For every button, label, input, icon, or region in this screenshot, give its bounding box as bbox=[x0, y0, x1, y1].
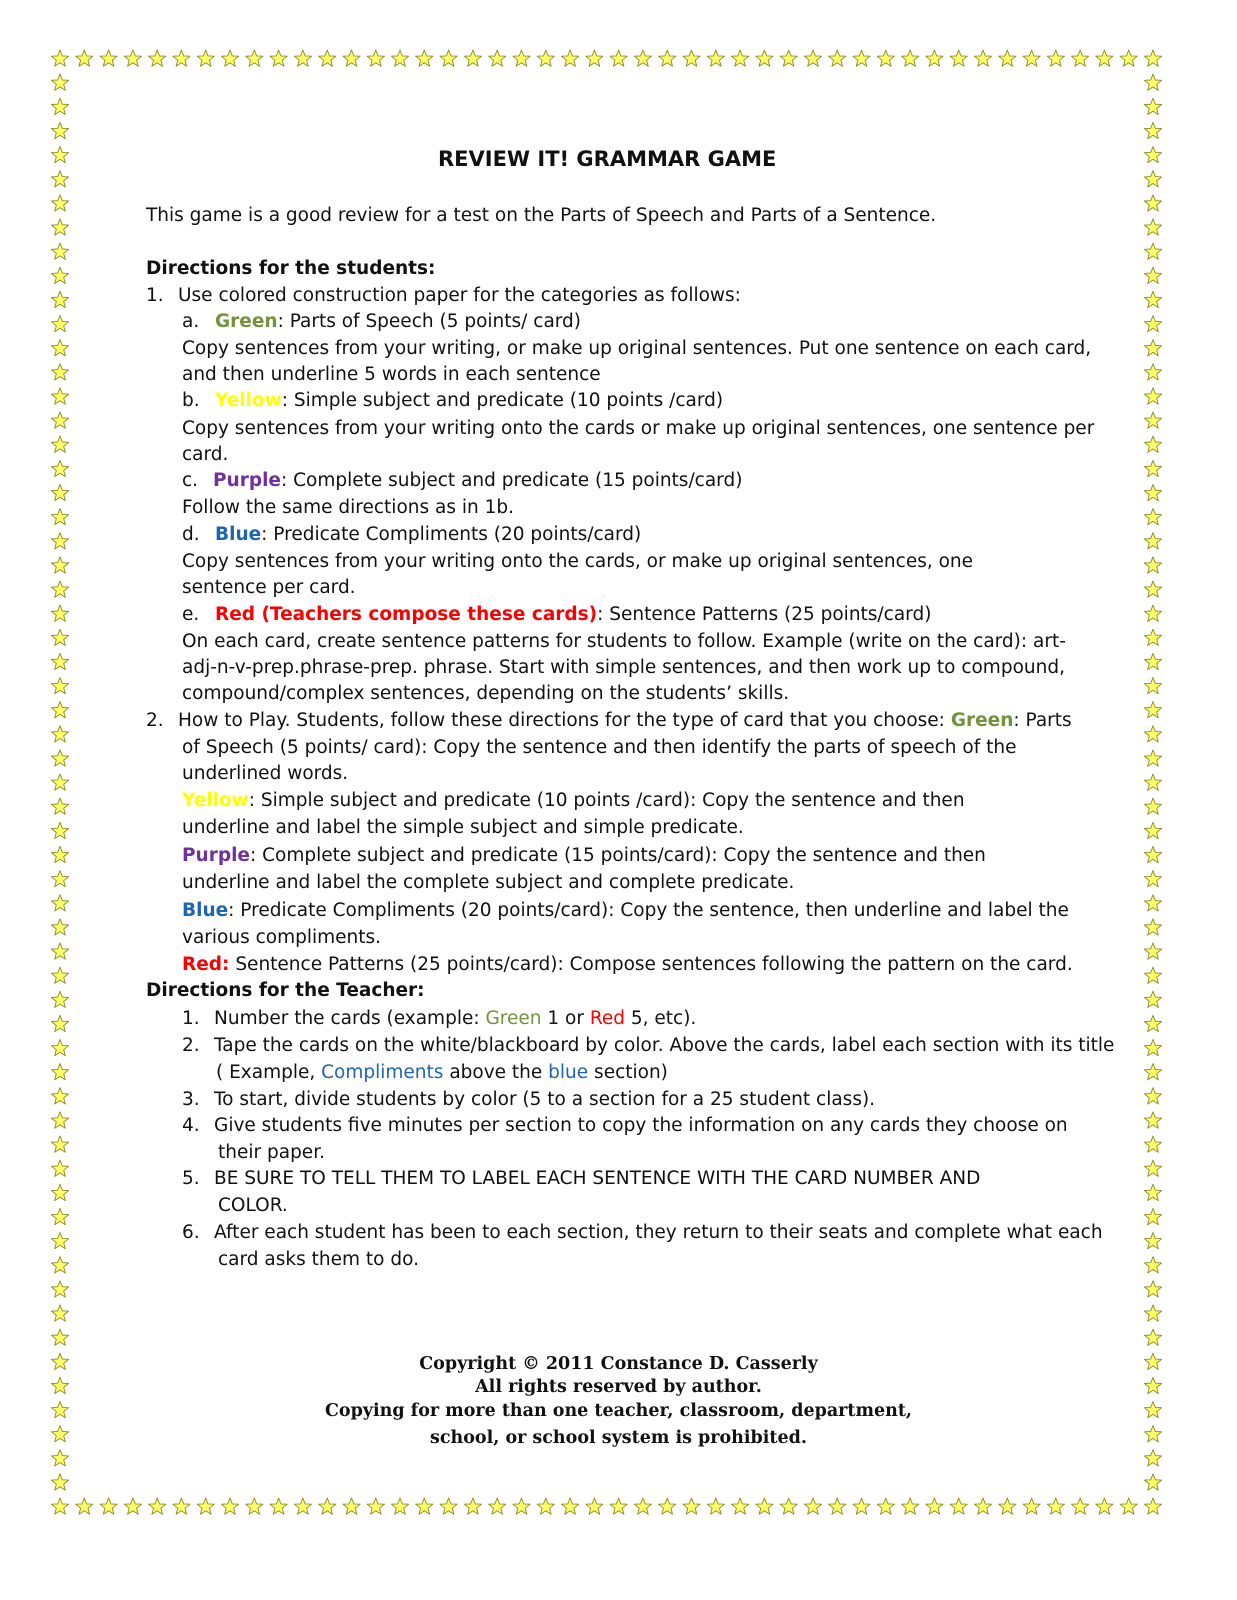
color-label-purple: Purple bbox=[182, 845, 250, 866]
list-item-text: of Speech (5 points/ card): Copy the sentence and then identify the parts of speech of the bbox=[182, 737, 1017, 758]
teacher-step: BE SURE TO TELL THEM TO LABEL EACH SENTENCE WITH THE CARD NUMBER AND bbox=[214, 1168, 981, 1189]
teacher-step: After each student has been to each section, they return to their seats and complete what each bbox=[214, 1222, 1103, 1243]
category-yellow bbox=[215, 390, 723, 412]
sub-item-letter: b. bbox=[182, 390, 200, 411]
category-description: adj-n-v-prep.phrase-prep. phrase. Start with simple sentences, and then work up to compound, bbox=[182, 657, 1065, 678]
category-text: : Simple subject and predicate (10 points /card) bbox=[281, 390, 724, 411]
color-label-green: Green bbox=[950, 710, 1014, 731]
color-word-compliments: Compliments bbox=[321, 1062, 444, 1083]
color-label-red: Red: bbox=[182, 954, 230, 975]
rights-line: All rights reserved by author. bbox=[475, 1377, 762, 1397]
step-text: section) bbox=[588, 1062, 668, 1083]
sub-item-letter: c. bbox=[182, 470, 199, 491]
list-item-number: 5. bbox=[182, 1168, 200, 1189]
color-label-red: Red (Teachers compose these cards) bbox=[215, 604, 598, 625]
category-text: : Predicate Compliments (20 points/card) bbox=[261, 524, 642, 545]
category-description: and then underline 5 words in each sentence bbox=[182, 364, 601, 385]
step-text: ( Example, bbox=[216, 1062, 322, 1083]
step-text: 5, etc). bbox=[624, 1008, 697, 1029]
teacher-step: their paper. bbox=[218, 1142, 325, 1163]
color-label-green: Green bbox=[215, 311, 278, 332]
intro-text: This game is a good review for a test on the Parts of Speech and Parts of a Sentence. bbox=[146, 205, 937, 226]
color-label-purple: Purple bbox=[213, 470, 281, 491]
play-text: Sentence Patterns (25 points/card): Compose sentences following the pattern on the card. bbox=[229, 954, 1073, 975]
teacher-step bbox=[214, 1008, 696, 1030]
teacher-heading: Directions for the Teacher: bbox=[146, 980, 425, 1001]
teacher-step: card asks them to do. bbox=[218, 1249, 419, 1270]
category-blue bbox=[215, 524, 641, 546]
sub-item-letter: d. bbox=[182, 524, 200, 545]
list-item-number: 6. bbox=[182, 1222, 200, 1243]
list-item bbox=[178, 710, 1072, 732]
sub-item-letter: e. bbox=[182, 604, 200, 625]
copy-restriction-line: Copying for more than one teacher, classroom, department, bbox=[324, 1401, 913, 1421]
color-label-blue: Blue bbox=[215, 524, 262, 545]
sub-item-letter: a. bbox=[182, 311, 200, 332]
students-heading: Directions for the students: bbox=[146, 258, 436, 279]
play-text: : Simple subject and predicate (10 points /card): Copy the sentence and then bbox=[248, 790, 965, 811]
list-item-number: 2. bbox=[182, 1035, 200, 1056]
list-item: Use colored construction paper for the categories as follows: bbox=[178, 285, 741, 306]
list-item-number: 3. bbox=[182, 1089, 200, 1110]
list-item-text: underlined words. bbox=[182, 763, 349, 784]
play-text: underline and label the simple subject and simple predicate. bbox=[182, 817, 744, 838]
play-blue bbox=[182, 900, 1069, 922]
step-text: Number the cards (example: bbox=[214, 1008, 486, 1029]
play-purple bbox=[182, 845, 986, 867]
category-text: : Sentence Patterns (25 points/card) bbox=[597, 604, 932, 625]
category-text: : Parts of Speech (5 points/ card) bbox=[277, 311, 582, 332]
list-item-text: How to Play. Students, follow these directions for the type of card that you choose: bbox=[178, 710, 951, 731]
color-label-yellow: Yellow bbox=[215, 390, 282, 411]
list-item-number: 2. bbox=[146, 710, 164, 731]
teacher-step: To start, divide students by color (5 to a section for a 25 student class). bbox=[214, 1089, 876, 1110]
color-word-red: Red bbox=[589, 1008, 625, 1029]
category-description: Copy sentences from your writing, or make up original sentences. Put one sentence on each card, bbox=[182, 338, 1092, 359]
list-item-text: : Parts bbox=[1013, 710, 1072, 731]
play-text: underline and label the complete subject and complete predicate. bbox=[182, 872, 795, 893]
play-red bbox=[182, 954, 1073, 976]
page-title: REVIEW IT! GRAMMAR GAME bbox=[438, 147, 777, 171]
teacher-step: Tape the cards on the white/blackboard by color. Above the cards, label each section with its title bbox=[214, 1035, 1115, 1056]
category-purple bbox=[213, 470, 742, 492]
category-description: sentence per card. bbox=[182, 577, 356, 598]
category-green bbox=[215, 311, 581, 333]
category-description: Follow the same directions as in 1b. bbox=[182, 497, 514, 518]
color-label-yellow: Yellow bbox=[182, 790, 249, 811]
teacher-step bbox=[216, 1062, 668, 1084]
play-text: : Predicate Compliments (20 points/card): Copy the sentence, then underline and label the bbox=[228, 900, 1069, 921]
play-text: : Complete subject and predicate (15 points/card): Copy the sentence and then bbox=[249, 845, 986, 866]
play-text: various compliments. bbox=[182, 927, 382, 948]
step-text: 1 or bbox=[541, 1008, 590, 1029]
list-item-number: 4. bbox=[182, 1115, 200, 1136]
color-word-green: Green bbox=[485, 1008, 542, 1029]
copy-restriction-line: school, or school system is prohibited. bbox=[430, 1428, 807, 1448]
category-description: compound/complex sentences, depending on the students’ skills. bbox=[182, 683, 790, 704]
teacher-step: Give students five minutes per section to copy the information on any cards they choose on bbox=[214, 1115, 1068, 1136]
category-description: Copy sentences from your writing onto the cards or make up original sentences, one sentence per bbox=[182, 418, 1095, 439]
category-text: : Complete subject and predicate (15 points/card) bbox=[280, 470, 743, 491]
color-word-blue: blue bbox=[548, 1062, 589, 1083]
teacher-step: COLOR. bbox=[218, 1195, 288, 1216]
list-item-number: 1. bbox=[182, 1008, 200, 1029]
list-item-number: 1. bbox=[146, 285, 164, 306]
play-yellow bbox=[182, 790, 965, 812]
category-description: On each card, create sentence patterns for students to follow. Example (write on the card): art- bbox=[182, 631, 1066, 652]
category-description: Copy sentences from your writing onto the cards, or make up original sentences, one bbox=[182, 551, 974, 572]
copyright-line: Copyright © 2011 Constance D. Casserly bbox=[419, 1354, 818, 1374]
step-text: above the bbox=[443, 1062, 549, 1083]
color-label-blue: Blue bbox=[182, 900, 229, 921]
category-red bbox=[215, 604, 931, 626]
category-description: card. bbox=[182, 444, 229, 465]
